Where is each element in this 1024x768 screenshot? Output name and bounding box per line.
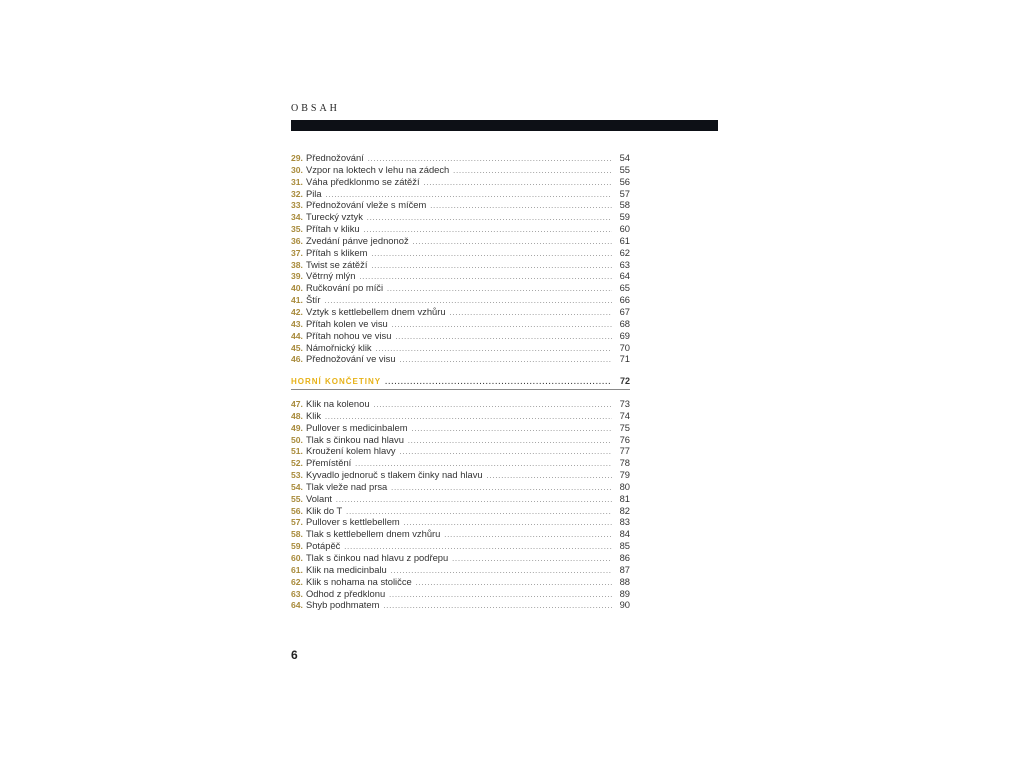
toc-entry-page: 85 — [619, 540, 630, 552]
toc-entry-title: Přítah v kliku — [305, 223, 360, 235]
toc-entry — [291, 342, 630, 354]
toc-entry-page: 78 — [619, 457, 630, 469]
toc-entry-page: 58 — [619, 199, 630, 211]
toc-leader-dots — [391, 483, 612, 495]
toc-entry-page: 59 — [619, 211, 630, 223]
toc-list-core — [291, 152, 630, 365]
toc-entry-page: 67 — [619, 305, 630, 317]
toc-entry — [291, 481, 630, 493]
toc-entry-page: 90 — [619, 599, 630, 611]
toc-entry-number: 42. — [291, 306, 303, 317]
toc-entry — [291, 398, 630, 410]
toc-entry-page: 82 — [619, 504, 630, 516]
toc-entry-number: 51. — [291, 446, 303, 457]
toc-entry — [291, 469, 630, 481]
toc-leader-dots — [400, 355, 612, 367]
toc-entry-number: 49. — [291, 422, 303, 433]
toc-entry-number: 55. — [291, 493, 303, 504]
toc-entry-page: 70 — [619, 341, 630, 353]
toc-entry-title: Shyb podhmatem — [305, 599, 380, 611]
toc-entry-page: 79 — [619, 469, 630, 481]
toc-leader-dots — [400, 447, 612, 459]
toc-entry-title: Tlak s činkou nad hlavu — [305, 433, 404, 445]
toc-entry-number: 62. — [291, 576, 303, 587]
toc-leader-dots — [374, 400, 612, 412]
toc-leader-dots — [395, 332, 612, 344]
toc-leader-dots — [430, 201, 612, 213]
toc-entry-number: 48. — [291, 410, 303, 421]
toc-entry — [291, 270, 630, 282]
toc-entry-number: 29. — [291, 153, 303, 163]
toc-entry-title: Přednožování — [305, 152, 364, 163]
toc-entry — [291, 223, 630, 235]
toc-entry-title: Ručkování po míči — [305, 282, 384, 294]
toc-leader-dots — [376, 344, 612, 356]
toc-entry-title: Zvedání pánve jednonož — [305, 234, 409, 246]
toc-entry — [291, 306, 630, 318]
toc-leader-dots — [487, 471, 612, 483]
toc-leader-dots — [444, 530, 612, 542]
toc-entry — [291, 434, 630, 446]
toc-entry — [291, 445, 630, 457]
toc-entry — [291, 540, 630, 552]
toc-entry-title: Pullover s medicinbalem — [305, 421, 408, 433]
toc-entry — [291, 188, 630, 200]
toc-entry-number: 39. — [291, 271, 303, 282]
toc-leader-dots — [367, 213, 612, 225]
toc-entry-number: 35. — [291, 224, 303, 235]
toc-entry-number: 45. — [291, 342, 303, 353]
toc-entry-title: Přednožování vleže s míčem — [305, 199, 427, 211]
toc-entry-number: 41. — [291, 295, 303, 306]
toc-entry-number: 64. — [291, 600, 303, 611]
toc-entry — [291, 199, 630, 211]
toc-entry-title: Klik na kolenou — [305, 398, 370, 409]
toc-entry — [291, 176, 630, 188]
toc-entry — [291, 211, 630, 223]
toc-entry — [291, 318, 630, 330]
toc-entry-page: 87 — [619, 563, 630, 575]
toc-entry — [291, 588, 630, 600]
toc-entry-title: Pila — [305, 187, 322, 199]
toc-entry-title: Přednožování ve visu — [305, 353, 396, 365]
toc-entry-page: 56 — [619, 175, 630, 187]
toc-entry-number: 61. — [291, 564, 303, 575]
toc-entry-number: 50. — [291, 434, 303, 445]
toc-entry-page: 68 — [619, 317, 630, 329]
toc-leader-dots — [412, 424, 612, 436]
toc-entry-title: Twist se zátěží — [305, 258, 368, 270]
toc-leader-dots — [389, 590, 612, 602]
toc-entry-title: Kroužení kolem hlavy — [305, 445, 396, 457]
toc-leader-dots — [387, 284, 612, 296]
toc-entry — [291, 457, 630, 469]
toc-entry-page: 75 — [619, 421, 630, 433]
toc-leader-dots — [424, 178, 612, 190]
toc-entry-number: 53. — [291, 470, 303, 481]
toc-entry-number: 30. — [291, 164, 303, 175]
toc-entry-title: Tlak vleže nad prsa — [305, 480, 388, 492]
toc-entry-page: 61 — [619, 234, 630, 246]
toc-entry-number: 57. — [291, 517, 303, 528]
toc-entry-page: 57 — [619, 187, 630, 199]
toc-entry-title: Přítah nohou ve visu — [305, 329, 392, 341]
toc-entry — [291, 294, 630, 306]
header-bar — [291, 120, 718, 131]
toc-entry-page: 89 — [619, 587, 630, 599]
toc-entry-number: 36. — [291, 235, 303, 246]
toc-entry-title: Námořnický klik — [305, 341, 372, 353]
toc-entry-page: 88 — [619, 575, 630, 587]
toc-entry-page: 66 — [619, 294, 630, 306]
toc-entry-page: 64 — [619, 270, 630, 282]
toc-entry — [291, 353, 630, 365]
toc-entry-page: 74 — [619, 409, 630, 421]
toc-entry-title: Odhod z předklonu — [305, 587, 386, 599]
page-number: 6 — [291, 648, 298, 662]
toc-leader-dots — [391, 566, 612, 578]
toc-entry-page: 54 — [619, 152, 630, 163]
toc-leader-dots — [371, 261, 612, 273]
toc-entry — [291, 282, 630, 294]
toc-leader-dots — [336, 495, 612, 507]
toc-entry — [291, 576, 630, 588]
toc-entry-title: Potápěč — [305, 540, 341, 552]
toc-leader-dots — [392, 320, 612, 332]
toc-entry — [291, 259, 630, 271]
toc-entry-number: 56. — [291, 505, 303, 516]
toc-leader-dots — [383, 601, 612, 613]
toc-entry — [291, 330, 630, 342]
toc-entry-title: Váha předklonmo se zátěží — [305, 175, 420, 187]
toc-entry — [291, 505, 630, 517]
toc-leader-dots — [416, 578, 612, 590]
toc-entry — [291, 164, 630, 176]
page-header-title: OBSAH — [291, 103, 340, 114]
toc-entry-page: 77 — [619, 445, 630, 457]
toc-entry — [291, 235, 630, 247]
toc-entry-page: 65 — [619, 282, 630, 294]
toc-entry-title: Přemístění — [305, 457, 352, 469]
toc-entry — [291, 247, 630, 259]
toc-entry-page: 73 — [619, 398, 630, 409]
toc-entry-title: Klik do T — [305, 504, 343, 516]
toc-leader-dots — [453, 166, 612, 178]
toc-entry — [291, 516, 630, 528]
toc-entry — [291, 152, 630, 164]
section-leader-dots — [385, 379, 612, 386]
toc-entry-page: 80 — [619, 480, 630, 492]
toc-leader-dots — [450, 308, 612, 320]
toc-entry-title: Pullover s kettlebellem — [305, 516, 400, 528]
toc-entry-number: 33. — [291, 200, 303, 211]
toc-entry-page: 86 — [619, 551, 630, 563]
toc-entry — [291, 493, 630, 505]
toc-entry-page: 60 — [619, 223, 630, 235]
toc-leader-dots — [359, 272, 612, 284]
toc-list-upper-limbs — [291, 398, 630, 611]
section-heading — [291, 376, 630, 386]
toc-entry-number: 32. — [291, 188, 303, 199]
toc-entry-page: 83 — [619, 516, 630, 528]
toc-entry — [291, 422, 630, 434]
toc-entry-page: 63 — [619, 258, 630, 270]
section-divider — [291, 389, 630, 390]
toc-leader-dots — [371, 249, 612, 261]
toc-entry — [291, 599, 630, 611]
toc-entry — [291, 410, 630, 422]
toc-entry-page: 84 — [619, 528, 630, 540]
toc-entry-title: Vztyk s kettlebellem dnem vzhůru — [305, 305, 446, 317]
toc-entry-number: 59. — [291, 541, 303, 552]
toc-entry-title: Klik — [305, 409, 322, 421]
toc-entry-number: 34. — [291, 212, 303, 223]
toc-entry-title: Turecký vztyk — [305, 211, 363, 223]
toc-entry-title: Kyvadlo jednoruč s tlakem činky nad hlavu — [305, 469, 483, 481]
toc-entry-title: Klik na medicinbalu — [305, 563, 387, 575]
toc-entry-page: 62 — [619, 246, 630, 258]
toc-entry-title: Přítah s klikem — [305, 246, 368, 258]
toc-entry-page: 76 — [619, 433, 630, 445]
toc-entry-number: 60. — [291, 552, 303, 563]
toc-entry-number: 54. — [291, 481, 303, 492]
toc-entry-title: Tlak s činkou nad hlavu z podřepu — [305, 551, 449, 563]
toc-entry-number: 31. — [291, 176, 303, 187]
toc-entry — [291, 528, 630, 540]
section-title: HORNÍ KONČETINY — [291, 377, 382, 386]
toc-entry-number: 38. — [291, 259, 303, 270]
toc-entry-number: 47. — [291, 399, 303, 409]
toc-entry-title: Tlak s kettlebellem dnem vzhůru — [305, 528, 441, 540]
toc-leader-dots — [413, 237, 612, 249]
toc-entry — [291, 564, 630, 576]
toc-entry — [291, 552, 630, 564]
toc-entry-title: Klik s nohama na stoličce — [305, 575, 412, 587]
toc-entry-page: 55 — [619, 163, 630, 175]
toc-entry-title: Štír — [305, 294, 321, 306]
toc-entry-title: Větrný mlýn — [305, 270, 356, 282]
toc-entry-title: Přítah kolen ve visu — [305, 317, 388, 329]
toc-entry-number: 52. — [291, 458, 303, 469]
section-page: 72 — [619, 376, 630, 386]
toc-entry-page: 81 — [619, 492, 630, 504]
toc-entry-number: 40. — [291, 283, 303, 294]
toc-entry-number: 58. — [291, 529, 303, 540]
toc-entry-number: 37. — [291, 247, 303, 258]
toc-leader-dots — [408, 436, 612, 448]
toc-entry-number: 44. — [291, 330, 303, 341]
toc-entry-title: Vzpor na loktech v lehu na zádech — [305, 163, 450, 175]
toc-entry-title: Volant — [305, 492, 333, 504]
toc-leader-dots — [452, 554, 612, 566]
toc-entry-number: 43. — [291, 318, 303, 329]
toc-entry-page: 69 — [619, 329, 630, 341]
toc-entry-number: 46. — [291, 354, 303, 365]
toc-entry-number: 63. — [291, 588, 303, 599]
toc-entry-page: 71 — [619, 353, 630, 365]
